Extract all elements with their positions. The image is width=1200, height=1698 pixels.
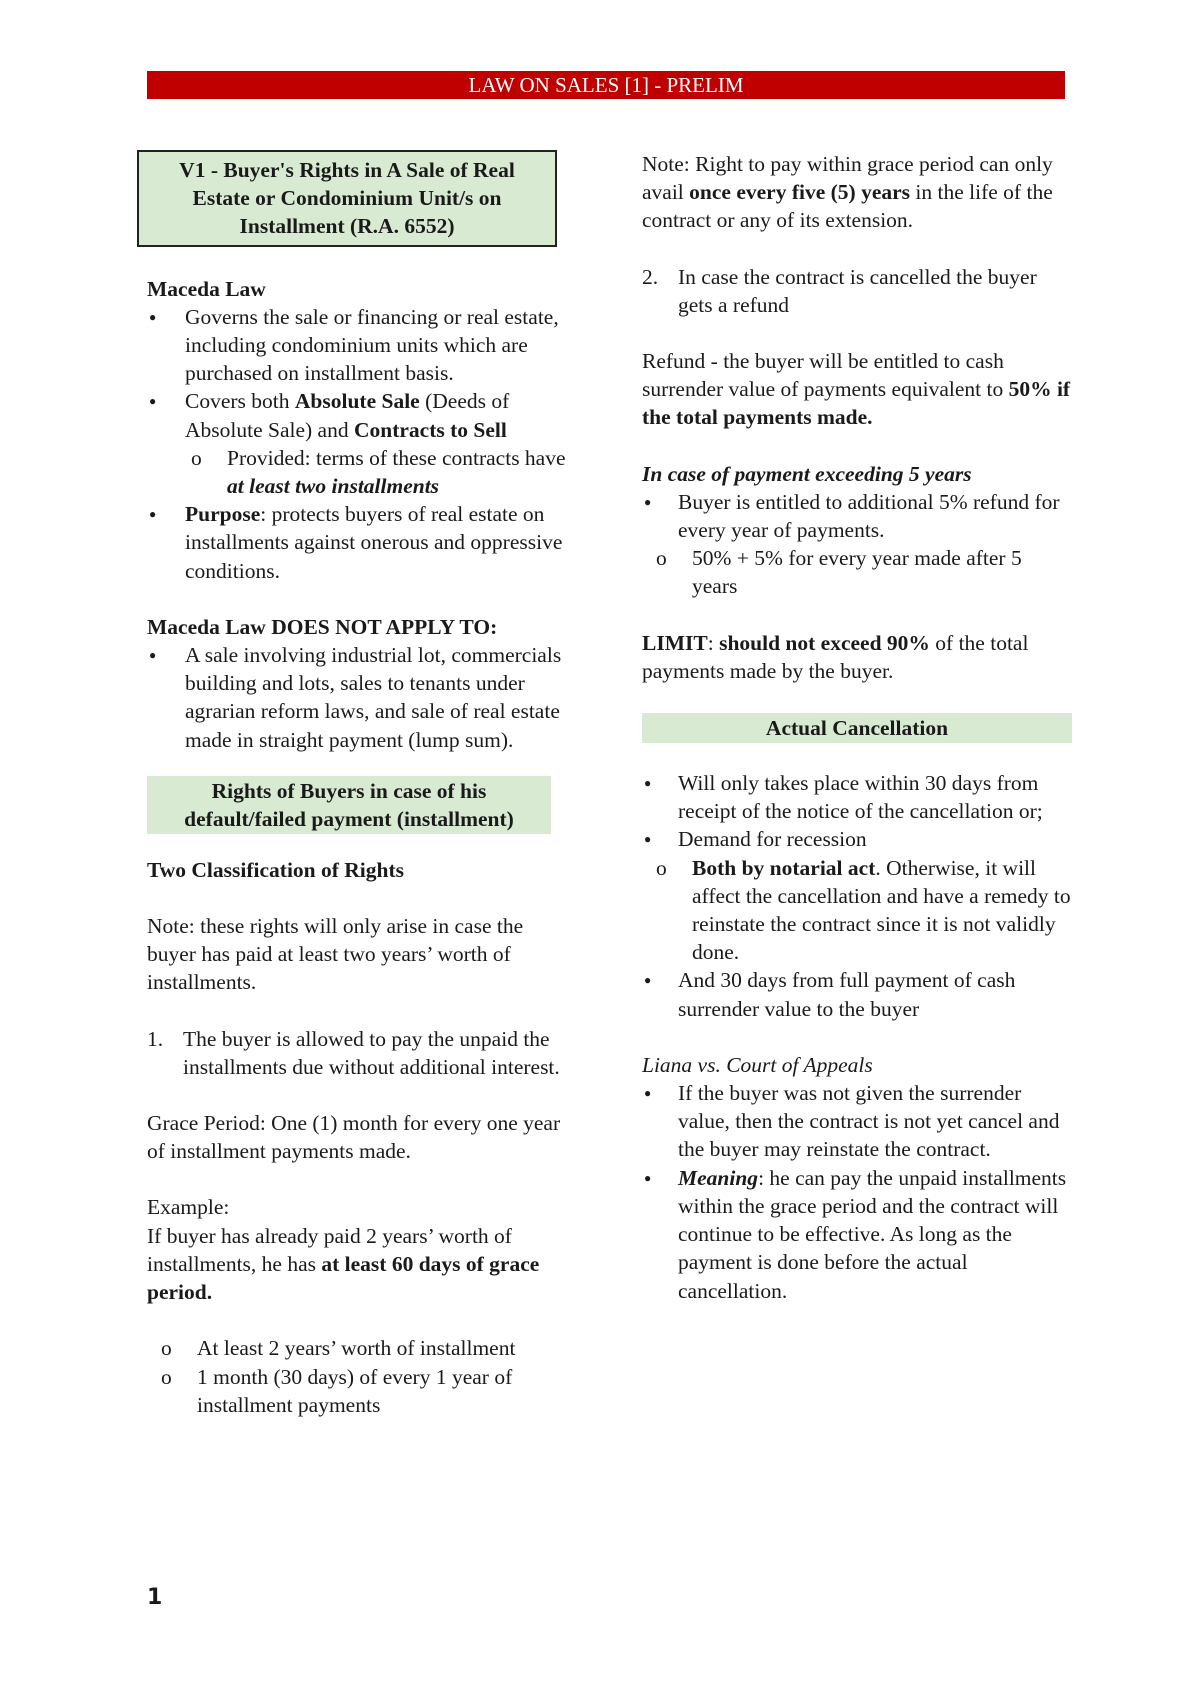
list-item: ● If the buyer was not given the surrender value, then the contract is not yet cancel and the buyer may reinstate the contract. xyxy=(642,1079,1072,1164)
sub-list-item: o 50% + 5% for every year made after 5 years xyxy=(642,544,1072,600)
maceda-law-list xyxy=(147,303,577,585)
list-item: ● Purpose: protects buyers of real estate on installments against onerous and oppressive conditions. xyxy=(147,500,577,585)
page-header: LAW ON SALES [1] - PRELIM xyxy=(147,71,1065,99)
rights-note: Note: these rights will only arise in case the buyer has paid at least two years’ worth of installments. xyxy=(147,914,524,995)
exceed-list xyxy=(642,488,1072,601)
example-label: Example: xyxy=(147,1195,230,1220)
case-heading: Liana vs. Court of Appeals xyxy=(642,1052,873,1077)
actual-cancellation-heading: Actual Cancellation xyxy=(642,713,1072,743)
right-column xyxy=(642,150,1072,1305)
rights-list-1 xyxy=(147,1025,577,1081)
limit-text: LIMIT: should not exceed 90% of the total payments made by the buyer. xyxy=(642,630,1029,683)
list-item: ● And 30 days from full payment of cash surrender value to the buyer xyxy=(642,966,1072,1022)
rights-heading: Rights of Buyers in case of his default/failed payment (installment) xyxy=(147,776,551,834)
list-item: ● Meaning: he can pay the unpaid installments within the grace period and the contract will continue to be effective. As long as the payment is done before the actual cancellation. xyxy=(642,1164,1072,1305)
rights-list-2 xyxy=(642,263,1072,319)
not-apply-heading: Maceda Law DOES NOT APPLY TO: xyxy=(147,614,498,639)
exceed-heading: In case of payment exceeding 5 years xyxy=(642,461,972,486)
section-title-box: V1 - Buyer's Rights in A Sale of Real Estate or Condominium Unit/s on Installment (R.A. 6552) xyxy=(137,150,557,247)
numbered-item: 2. In case the contract is cancelled the buyer gets a refund xyxy=(642,263,1072,319)
list-item: ● Demand for recession xyxy=(642,825,1072,853)
page-number: 1 xyxy=(147,1585,163,1610)
two-classification-heading: Two Classification of Rights xyxy=(147,857,405,882)
list-item: ● Buyer is entitled to additional 5% refund for every year of payments. xyxy=(642,488,1072,544)
example-sublist xyxy=(147,1334,577,1419)
left-column xyxy=(147,150,577,1419)
sub-list-item: o Both by notarial act. Otherwise, it will affect the cancellation and have a remedy to reinstate the contract since it is not validly done. xyxy=(642,854,1072,967)
actual-cancellation-list xyxy=(642,769,1072,1023)
list-item: ● A sale involving industrial lot, commercials building and lots, sales to tenants under agrarian reform laws, and sale of real estate made in straight payment (lump sum). xyxy=(147,641,577,754)
sub-list-item: o 1 month (30 days) of every 1 year of installment payments xyxy=(147,1363,577,1419)
list-item: ● Covers both Absolute Sale (Deeds of Absolute Sale) and Contracts to Sell xyxy=(147,387,577,443)
refund-text: Refund - the buyer will be entitled to cash surrender value of payments equivalent to 50% if the total payments made. xyxy=(642,349,1071,430)
case-list xyxy=(642,1079,1072,1305)
sub-list-item: o Provided: terms of these contracts have at least two installments xyxy=(147,444,577,500)
example-text: If buyer has already paid 2 years’ worth of installments, he has at least 60 days of grace period. xyxy=(147,1223,540,1305)
grace-note: Note: Right to pay within grace period can only avail once every five (5) years in the life of the contract or any of its extension. xyxy=(642,152,1053,233)
maceda-law-heading: Maceda Law xyxy=(147,276,266,301)
list-item: ● Will only takes place within 30 days from receipt of the notice of the cancellation or; xyxy=(642,769,1072,825)
sub-list-item: o At least 2 years’ worth of installment xyxy=(147,1334,577,1362)
numbered-item: 1. The buyer is allowed to pay the unpaid the installments due without additional interest. xyxy=(147,1025,577,1081)
list-item: ● Governs the sale or financing or real estate, including condominium units which are purchased on installment basis. xyxy=(147,303,577,388)
not-apply-list xyxy=(147,641,577,754)
grace-period: Grace Period: One (1) month for every one year of installment payments made. xyxy=(147,1111,561,1164)
